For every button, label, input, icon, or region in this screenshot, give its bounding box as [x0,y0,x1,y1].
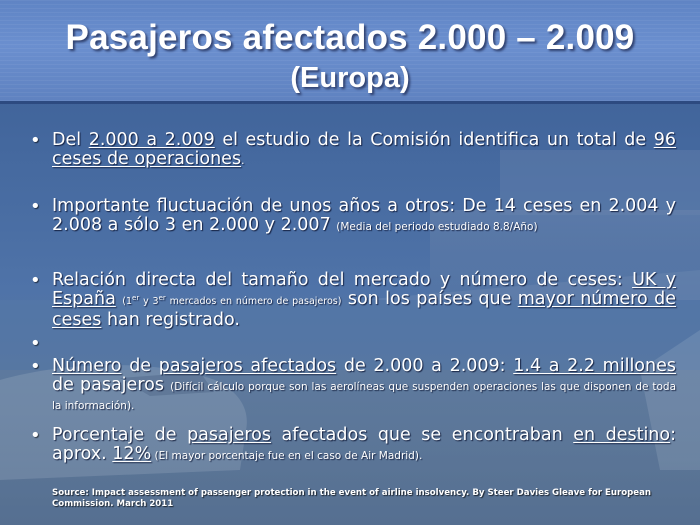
bullet-marker-empty: • [30,333,41,354]
bullet-marker: • [30,356,41,377]
slide-subtitle: (Europa) [290,62,410,94]
bullet-5-text: Número de pasajeros afectados de 2.000 a 2.009: 1.4 a 2.2 millones de pasajeros (Difícil cálculo porque son las aerolíneas que suspenden operaciones las que disponen de toda la información). [52,356,677,412]
slide-title: Pasajeros afectados 2.000 – 2.009 [65,18,635,57]
bullet-marker: • [30,196,41,217]
bullet-1-text: Del 2.000 a 2.009 el estudio de la Comisión identifica un total de 96 ceses de operaciones. [52,130,676,169]
bullet-marker: • [30,130,41,151]
source-citation: Source: Impact assessment of passenger protection in the event of airline insolvency. By Steer Davies Gleave for European Commission. March 2011 [52,488,652,509]
bullet-2-text: Importante fluctuación de unos años a otros: De 14 ceses en 2.004 y 2.008 a sólo 3 en 2.000 y 2.007 (Media del periodo estudiado 8.8/Año) [52,196,676,235]
bullet-6-text: Porcentaje de pasajeros afectados que se encontraban en destino: aprox. 12% (El mayor porcentaje fue en el caso de Air Madrid). [52,425,677,464]
bullet-marker: • [30,425,41,446]
bullet-3-text: Relación directa del tamaño del mercado y número de ceses: UK y España (1er y 3er mercados en número de pasajeros) son los países que mayor número de ceses han registrado. [52,270,676,330]
bullet-marker: • [30,270,41,291]
